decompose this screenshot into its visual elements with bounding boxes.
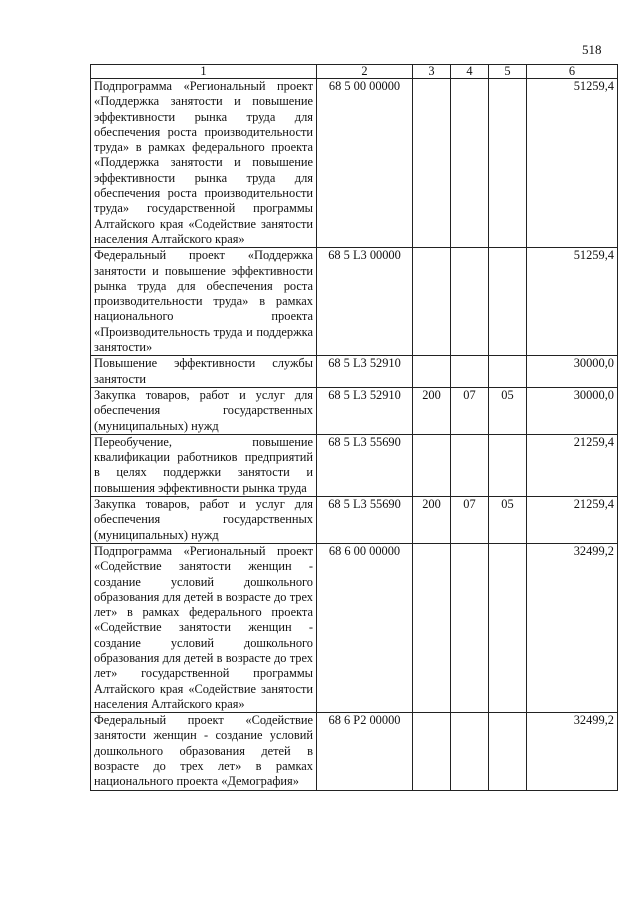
cell-col3 [413, 248, 451, 356]
header-cell-5: 5 [489, 65, 527, 79]
cell-sum: 32499,2 [527, 543, 618, 712]
cell-col3 [413, 543, 451, 712]
cell-col4 [451, 79, 489, 248]
cell-col3: 200 [413, 497, 451, 544]
cell-col5: 05 [489, 497, 527, 544]
cell-col5: 05 [489, 387, 527, 434]
header-cell-2: 2 [317, 65, 413, 79]
header-cell-1: 1 [91, 65, 317, 79]
cell-col4 [451, 248, 489, 356]
header-cell-6: 6 [527, 65, 618, 79]
cell-col3 [413, 434, 451, 496]
table-row [91, 713, 618, 790]
cell-sum: 51259,4 [527, 248, 618, 356]
cell-code: 68 5 L3 55690 [317, 497, 413, 544]
cell-code: 68 6 P2 00000 [317, 713, 413, 790]
cell-col4 [451, 713, 489, 790]
cell-sum: 51259,4 [527, 79, 618, 248]
cell-name: Подпрограмма «Региональный проект «Содействие занятости женщин - создание условий дошкольного образования для детей в возрасте до трех лет» в рамках федерального проекта «Содействие занятости женщин - создание условий дошкольного образования для детей в возрасте до трех лет» государственной программы Алтайского края «Содействие занятости населения Алтайского края» [91, 543, 317, 712]
table-row [91, 497, 618, 544]
header-cell-4: 4 [451, 65, 489, 79]
cell-col5 [489, 248, 527, 356]
cell-col5 [489, 543, 527, 712]
page-number: 518 [582, 42, 602, 57]
cell-code: 68 5 L3 52910 [317, 387, 413, 434]
cell-sum: 21259,4 [527, 497, 618, 544]
cell-col5 [489, 713, 527, 790]
table-row [91, 387, 618, 434]
cell-name: Подпрограмма «Региональный проект «Поддержка занятости и повышение эффективности рынка труда для обеспечения роста производительности труда» в рамках федерального проекта «Поддержка занятости и повышение эффективности рынка труда для обеспечения роста производительности труда» государственной программы Алтайского края «Содействие занятости населения Алтайского края» [91, 79, 317, 248]
cell-sum: 21259,4 [527, 434, 618, 496]
cell-name: Федеральный проект «Поддержка занятости и повышение эффективности рынка труда для обеспечения роста производительности труда» в рамках национального проекта «Производительность труда и поддержка занятости» [91, 248, 317, 356]
cell-col5 [489, 356, 527, 388]
cell-col3: 200 [413, 387, 451, 434]
table-header-row [91, 65, 618, 79]
table-row [91, 543, 618, 712]
table-row [91, 356, 618, 388]
cell-col4: 07 [451, 497, 489, 544]
cell-col5 [489, 79, 527, 248]
cell-col3 [413, 79, 451, 248]
cell-col4 [451, 543, 489, 712]
cell-code: 68 5 L3 55690 [317, 434, 413, 496]
cell-code: 68 5 L3 52910 [317, 356, 413, 388]
table-body [91, 65, 618, 791]
cell-col3 [413, 356, 451, 388]
cell-col4 [451, 356, 489, 388]
cell-name: Закупка товаров, работ и услуг для обеспечения государственных (муниципальных) нужд [91, 497, 317, 544]
cell-col5 [489, 434, 527, 496]
cell-code: 68 5 L3 00000 [317, 248, 413, 356]
cell-name: Федеральный проект «Содействие занятости женщин - создание условий дошкольного образования детей в возрасте до трех лет» в рамках национального проекта «Демография» [91, 713, 317, 790]
cell-col4 [451, 434, 489, 496]
cell-name: Переобучение, повышение квалификации работников предприятий в целях поддержки занятости и повышения эффективности рынка труда [91, 434, 317, 496]
cell-code: 68 6 00 00000 [317, 543, 413, 712]
cell-name: Закупка товаров, работ и услуг для обеспечения государственных (муниципальных) нужд [91, 387, 317, 434]
cell-col3 [413, 713, 451, 790]
table-row [91, 248, 618, 356]
table-row [91, 79, 618, 248]
cell-sum: 30000,0 [527, 356, 618, 388]
header-cell-3: 3 [413, 65, 451, 79]
cell-col4: 07 [451, 387, 489, 434]
cell-sum: 30000,0 [527, 387, 618, 434]
table-row [91, 434, 618, 496]
budget-table [90, 64, 618, 791]
cell-sum: 32499,2 [527, 713, 618, 790]
cell-name: Повышение эффективности службы занятости [91, 356, 317, 388]
cell-code: 68 5 00 00000 [317, 79, 413, 248]
